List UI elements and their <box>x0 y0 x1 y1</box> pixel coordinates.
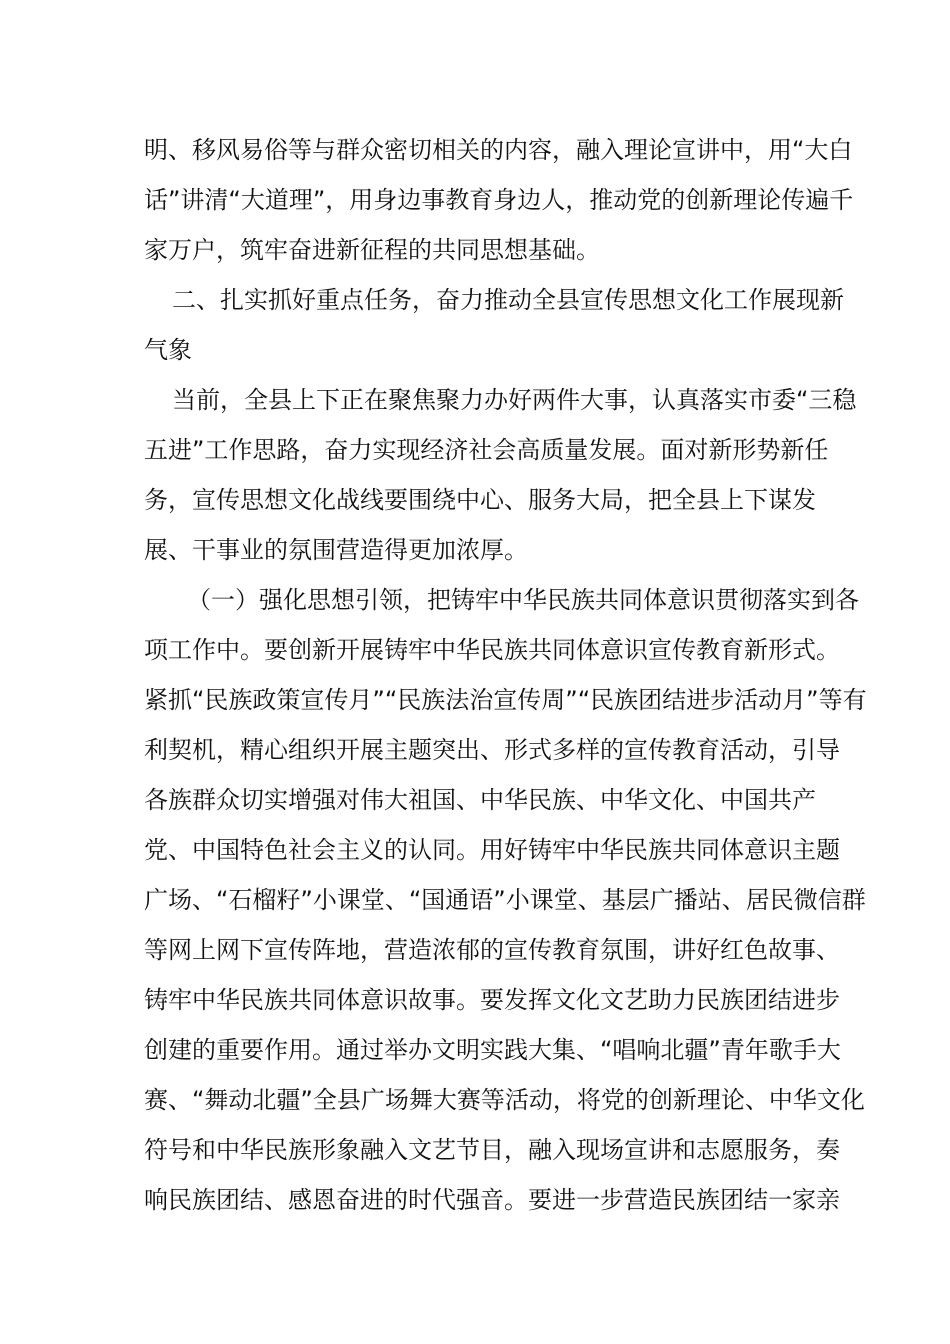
text-line: 紧抓“民族政策宣传月”“民族法治宣传周”“民族团结进步活动月”等有 <box>144 686 867 714</box>
text-line: 各族群众切实增强对伟大祖国、中华民族、中华文化、中国共产 <box>144 786 816 814</box>
text-line: 务，宣传思想文化战线要围绕中心、服务大局，把全县上下谋发 <box>144 486 816 514</box>
text-line: 铸牢中华民族共同体意识故事。要发挥文化文艺助力民族团结进步 <box>144 986 840 1014</box>
text-line: 项工作中。要创新开展铸牢中华民族共同体意识宣传教育新形式。 <box>144 636 840 664</box>
text-line: 符号和中华民族形象融入文艺节目，融入现场宣讲和志愿服务，奏 <box>144 1136 840 1164</box>
text-line: 赛、“舞动北疆”全县广场舞大赛等活动，将党的创新理论、中华文化 <box>144 1086 865 1114</box>
text-line: 等网上网下宣传阵地，营造浓郁的宣传教育氛围，讲好红色故事、 <box>144 936 840 964</box>
text-line: 利契机，精心组织开展主题突出、形式多样的宣传教育活动，引导 <box>144 736 840 764</box>
text-line: 党、中国特色社会主义的认同。用好铸牢中华民族共同体意识主题 <box>144 836 840 864</box>
text-line: 当前，全县上下正在聚焦聚力办好两件大事，认真落实市委“三稳 <box>172 386 857 414</box>
text-line: 广场、“石榴籽”小课堂、“国通语”小课堂、基层广播站、居民微信群 <box>144 886 866 914</box>
subsection-heading-line: （一）强化思想引领，把铸牢中华民族共同体意识贯彻落实到各 <box>187 586 859 614</box>
text-line: 响民族团结、感恩奋进的时代强音。要进一步营造民族团结一家亲 <box>144 1186 840 1214</box>
text-line: 明、移风易俗等与群众密切相关的内容，融入理论宣讲中，用“大白 <box>144 136 853 164</box>
text-line: 展、干事业的氛围营造得更加浓厚。 <box>144 536 528 564</box>
text-line: 创建的重要作用。通过举办文明实践大集、“唱响北疆”青年歌手大 <box>144 1036 841 1064</box>
text-line: 五进”工作思路，奋力实现经济社会高质量发展。面对新形势新任 <box>144 436 829 464</box>
text-line: 家万户，筑牢奋进新征程的共同思想基础。 <box>144 236 600 264</box>
section-heading-line: 气象 <box>144 336 192 364</box>
section-heading-line: 二、扎实抓好重点任务，奋力推动全县宣传思想文化工作展现新 <box>172 286 844 314</box>
text-line: 话”讲清“大道理”，用身边事教育身边人，推动党的创新理论传遍千 <box>144 186 854 214</box>
